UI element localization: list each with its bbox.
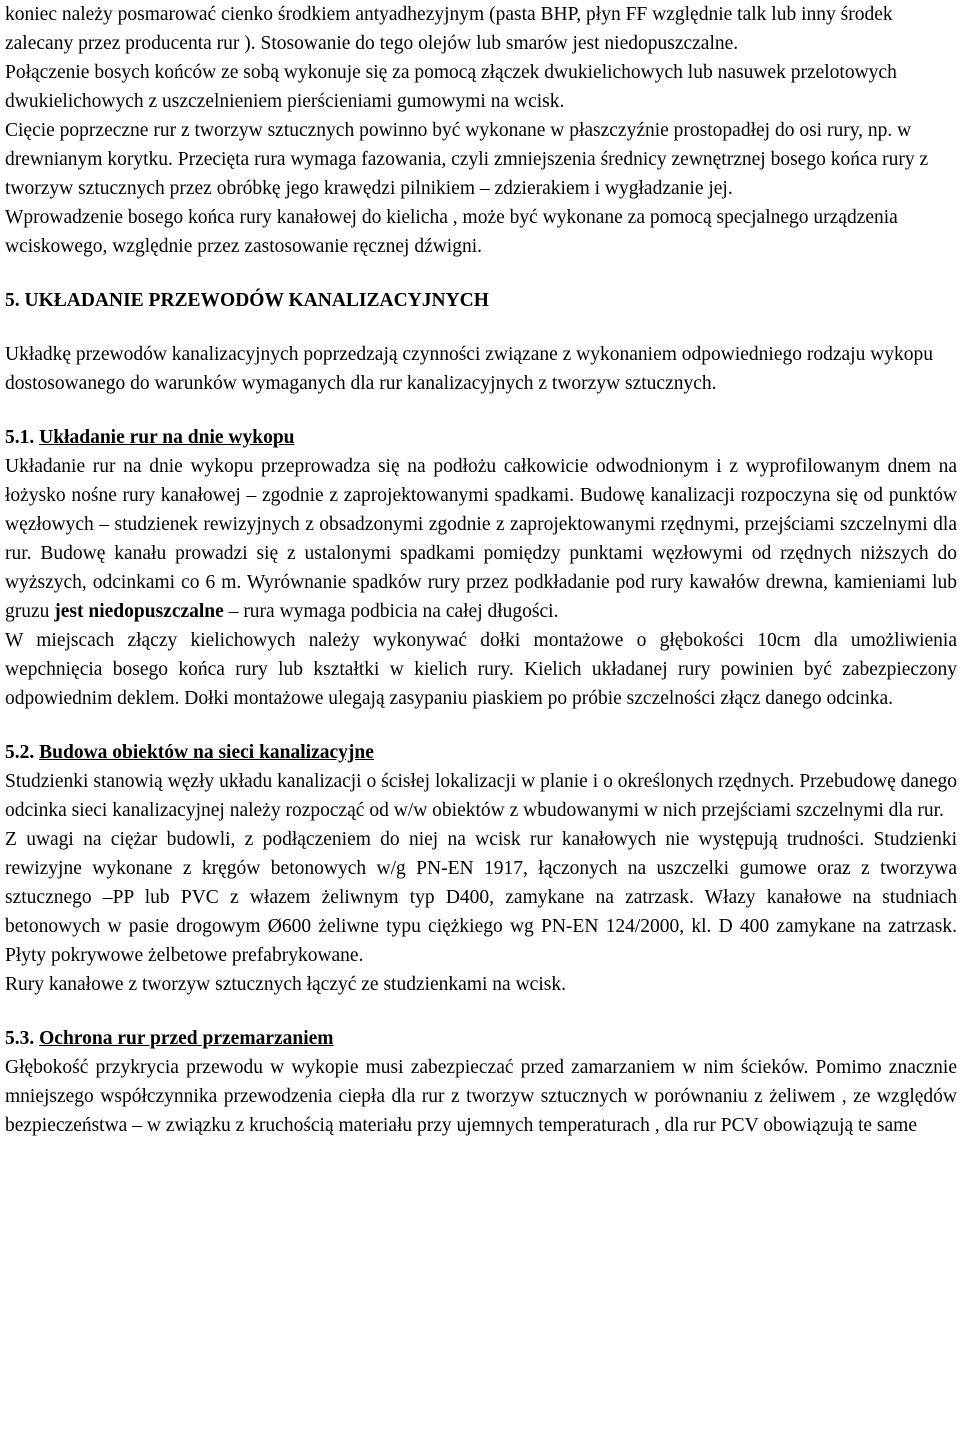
spacer bbox=[5, 261, 957, 286]
section-5-2-paragraph-1: Studzienki stanowią węzły układu kanalizacji o ścisłej lokalizacji w planie i o określonych rzędnych. Przebudowę danego odcinka sieci kanalizacyjnej należy rozpocząć od w/w obiektów z wbudowanymi w nich przejściami szczelnymi dla rur. bbox=[5, 771, 957, 821]
section-5-1-paragraph-2: W miejscach złączy kielichowych należy wykonywać dołki montażowe o głębokości 10cm dla umożliwienia wepchnięcia bosego końca rury lub kształtki w kielich rury. Kielich układanej rury powinien być zabezpieczony odpowiednim deklem. Dołki montażowe ulegają zasypaniu piaskiem po próbie szczelności złącz danego odcinka. bbox=[5, 630, 957, 709]
section-5-1-text-a: Układanie rur na dnie wykopu przeprowadza się na podłożu całkowicie odwodnionym i z wyprofilowanym dnem na łożysko nośne rury kanałowej – zgodnie z zaprojektowanymi spadkami. Budowę kanalizacji rozpoczyna się od punktów węzłowych – studzienek rewizyjnych z obsadzonymi zgodnie z zaprojektowanymi rzędnymi, przejściami szczelnymi dla rur. Budowę kanału prowadzi się z ustalonymi spadkami pomiędzy punktami węzłowymi od rzędnych niższych do wyższych, odcinkami co 6 m. Wyrównanie spadków rury przez podkładanie pod rury kawałów drewna, kamieniami lub gruzu bbox=[5, 456, 957, 622]
section-5-2-title: Budowa obiektów na sieci kanalizacyjne bbox=[39, 742, 374, 763]
section-5-3-heading bbox=[5, 1024, 957, 1053]
paragraph-cutting: Cięcie poprzeczne rur z tworzyw sztucznych powinno być wykonane w płaszczyźnie prostopadłej do osi rury, np. w drewnianym korytku. Przecięta rura wymaga fazowania, czyli zmniejszenia średnicy zewnętrznej bosego końca rury z tworzyw sztucznych przez obróbkę jego krawędzi pilnikiem – zdzierakiem i wygładzanie jej. bbox=[5, 120, 929, 199]
spacer bbox=[5, 398, 957, 423]
section-5-1-number: 5.1. bbox=[5, 427, 35, 448]
section-5-2-paragraph-2: Z uwagi na ciężar budowli, z podłączeniem do niej na wcisk rur kanałowych nie występują trudności. Studzienki rewizyjne wykonane z kręgów betonowych w/g PN-EN 1917, łączonych na uszczelki gumowe oraz z tworzywa sztucznego –PP lub PVC z włazem żeliwnym typ D400, zamykane na zatrzask. Włazy kanałowe na studniach betonowych w pasie drogowym Ø600 żeliwne typu ciężkiego wg PN-EN 124/2000, kl. D 400 zamykane na zatrzask. Płyty pokrywowe żelbetowe prefabrykowane. bbox=[5, 829, 957, 966]
section-5-1-title: Układanie rur na dnie wykopu bbox=[39, 427, 295, 448]
section-5-2-heading bbox=[5, 738, 957, 767]
section-5-1-heading bbox=[5, 423, 957, 452]
section-5-1-emphasis: jest niedopuszczalne bbox=[54, 601, 224, 622]
spacer bbox=[5, 315, 957, 340]
paragraph-insertion: Wprowadzenie bosego końca rury kanałowej do kielicha , może być wykonane za pomocą specjalnego urządzenia wciskowego, względnie przez zastosowanie ręcznej dźwigni. bbox=[5, 207, 898, 257]
section-5-2-paragraph-3: Rury kanałowe z tworzyw sztucznych łączyć ze studzienkami na wcisk. bbox=[5, 974, 566, 995]
section-5-3-number: 5.3. bbox=[5, 1028, 35, 1049]
document-page bbox=[5, 0, 957, 1140]
paragraph-antiadhesive: koniec należy posmarować cienko środkiem antyadhezyjnym (pasta BHP, płyn FF względnie talk lub inny środek zalecany przez producenta rur ). Stosowanie do tego olejów lub smarów jest niedopuszczalne. bbox=[5, 4, 893, 54]
spacer bbox=[5, 713, 957, 738]
paragraph-joint: Połączenie bosych końców ze sobą wykonuje się za pomocą złączek dwukielichowych lub nasuwek przelotowych dwukielichowych z uszczelnieniem pierścieniami gumowymi na wcisk. bbox=[5, 62, 897, 112]
section-5-1-paragraph-1 bbox=[5, 452, 957, 626]
section-5-2-number: 5.2. bbox=[5, 742, 35, 763]
section-5-3-paragraph-1: Głębokość przykrycia przewodu w wykopie musi zabezpieczać przed zamarzaniem w nim ścieków. Pomimo znacznie mniejszego współczynnika przewodzenia ciepła dla rur z tworzyw sztucznych w porównaniu z żeliwem , ze względów bezpieczeństwa – w związku z kruchością materiału przy ujemnych temperaturach , dla rur PCV obowiązują te same bbox=[5, 1057, 957, 1136]
section-5-3-title: Ochrona rur przed przemarzaniem bbox=[39, 1028, 334, 1049]
section-5-heading: 5. UKŁADANIE PRZEWODÓW KANALIZACYJNYCH bbox=[5, 290, 489, 311]
spacer bbox=[5, 999, 957, 1024]
section-5-intro: Układkę przewodów kanalizacyjnych poprzedzają czynności związane z wykonaniem odpowiedniego rodzaju wykopu dostosowanego do warunków wymaganych dla rur kanalizacyjnych z tworzyw sztucznych. bbox=[5, 344, 934, 394]
section-5-1-text-b: – rura wymaga podbicia na całej długości. bbox=[223, 601, 559, 622]
